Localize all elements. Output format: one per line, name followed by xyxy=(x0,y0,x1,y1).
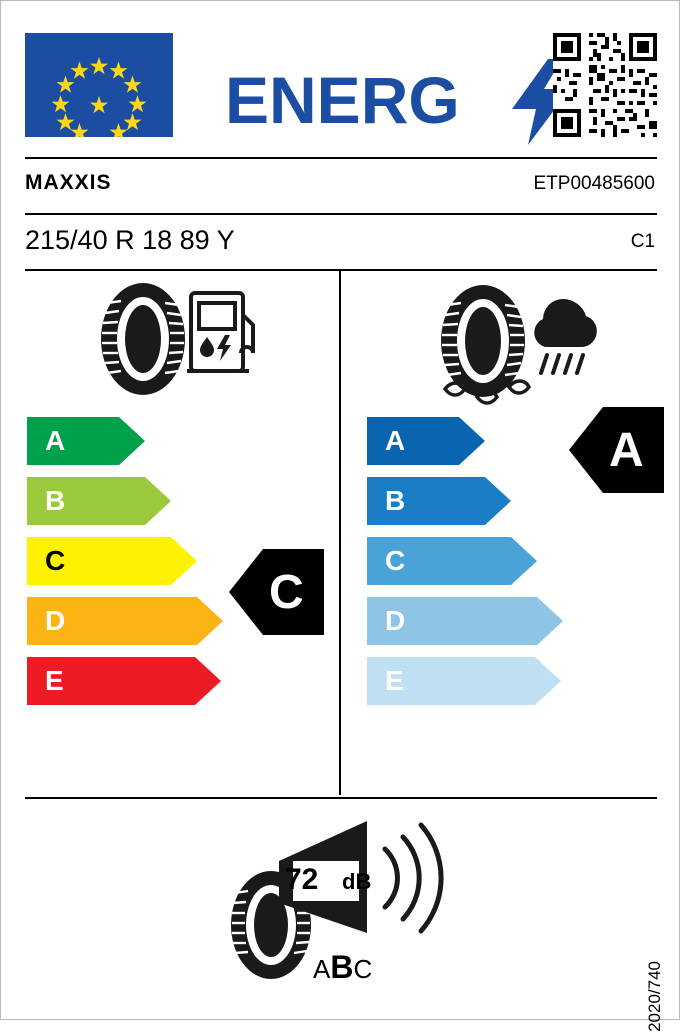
tyre-icon xyxy=(101,283,185,395)
eu-flag-icon xyxy=(25,33,173,137)
divider-vertical xyxy=(339,271,341,795)
grade-row xyxy=(27,477,223,525)
grade-row xyxy=(367,417,563,465)
grade-row xyxy=(27,657,223,705)
grade-row xyxy=(367,477,563,525)
tyre-class: C1 xyxy=(630,231,655,252)
grade-letter: C xyxy=(385,545,406,576)
grade-letter: C xyxy=(45,545,66,576)
divider-noise xyxy=(25,797,657,799)
divider-size xyxy=(25,269,657,271)
grade-row xyxy=(367,657,563,705)
grade-letter: D xyxy=(385,605,406,636)
tyre-splash-icon xyxy=(441,285,529,403)
grade-letter: E xyxy=(45,665,64,696)
grade-letter: B xyxy=(45,485,66,516)
noise-value: 72 xyxy=(285,863,319,896)
grade-letter: D xyxy=(45,605,66,636)
grade-row xyxy=(367,537,563,585)
fuel-grade-list xyxy=(27,417,223,717)
grade-letter: A xyxy=(385,425,406,456)
grade-row xyxy=(27,537,223,585)
selected-grade-letter: C xyxy=(269,565,304,619)
noise-class-b: B xyxy=(330,949,354,985)
noise-unit: dB xyxy=(342,869,372,894)
tyre-size: 215/40 R 18 89 Y xyxy=(25,225,235,255)
fuel-efficiency-pictogram xyxy=(91,279,261,404)
grade-row xyxy=(27,597,223,645)
rain-cloud-icon xyxy=(534,299,597,373)
label-date: 2020/740 xyxy=(645,961,664,1032)
brand-name: MAXXIS xyxy=(25,171,112,194)
wet-grip-pictogram xyxy=(431,279,611,414)
wet-grade-list xyxy=(367,417,563,717)
divider-brand xyxy=(25,213,657,215)
fuel-selected-grade xyxy=(229,549,324,635)
qr-code-icon xyxy=(553,33,657,137)
selected-grade-letter: A xyxy=(609,423,644,477)
page-title: ENERG xyxy=(225,63,460,137)
grade-letter: E xyxy=(385,665,404,696)
grade-row xyxy=(27,417,223,465)
divider-top xyxy=(25,157,657,159)
grade-row xyxy=(367,597,563,645)
noise-class-a: A xyxy=(313,954,331,984)
label-header xyxy=(25,29,657,139)
grade-letter: A xyxy=(45,425,66,456)
wet-selected-grade xyxy=(569,407,664,493)
noise-class-c: C xyxy=(353,954,373,984)
type-code: ETP00485600 xyxy=(533,173,655,194)
noise-class-scale xyxy=(313,949,372,986)
fuel-pump-icon xyxy=(187,293,253,371)
grade-letter: B xyxy=(385,485,406,516)
